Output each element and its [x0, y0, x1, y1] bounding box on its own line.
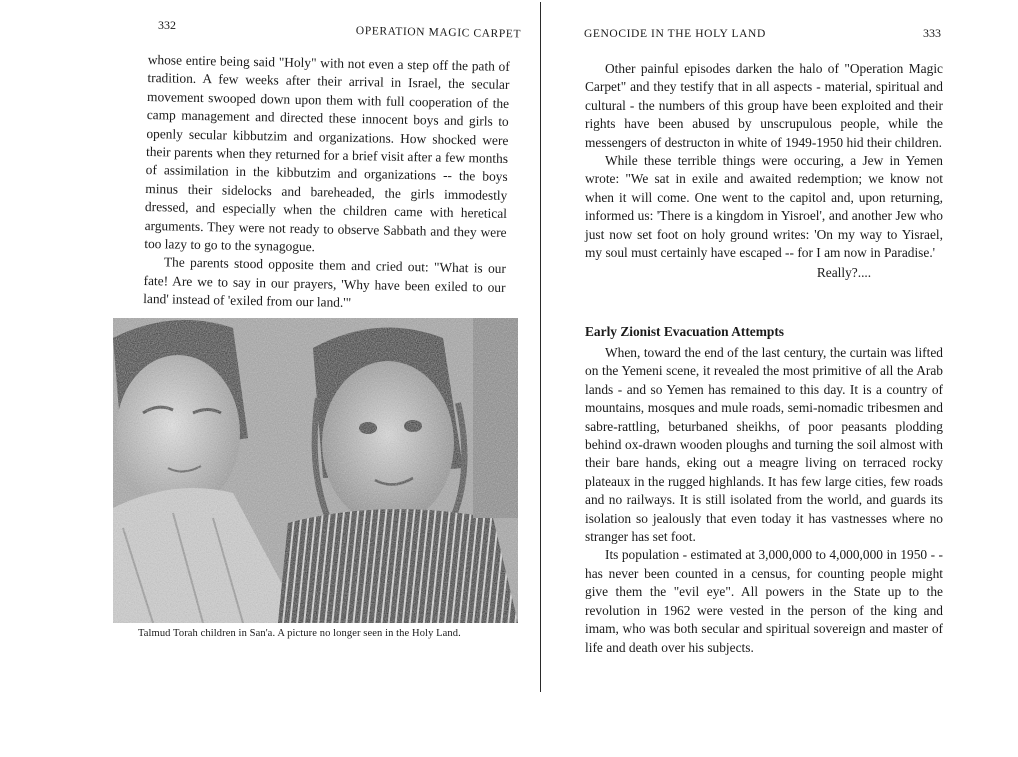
right-paragraph-2: While these terrible things were occuring, a Jew in Yemen wrote: "We sat in exile and awaited redemption; we know not when it will come. One went to the capitol and, upon returning, informed us: 'There is a kingdom in Yisroel', and another Jew who just now set foot on holy ground writes: 'On my way to Yisrael, my soul must certainly have escaped -- for I am now in Paradise.'	[585, 153, 943, 261]
section-paragraph-1: When, toward the end of the last century, the curtain was lifted on the Yemeni scene, it revealed the most primitive of all the Arab lands - and so Yemen has remained to this day. It is a country of mountains, mosques and mule roads, semi-nomadic tribesmen and sabre-rattling, beturbaned sheikhs, of poor peasants plodding behind ox-drawn wooden ploughs and turning the soil almost with their bare hands, eking out a meagre living on terraced rocky plateaux in the rugged highlands. It has few large cities, few roads and no railways. It is still isolated from the world, and guards its isolation so jealously that even today it has vastnesses where no stranger has set foot.	[585, 345, 943, 545]
children-photo	[113, 318, 518, 623]
right-page	[541, 0, 1018, 757]
left-page-number: 332	[158, 18, 176, 32]
left-paragraph-2: The parents stood opposite them and cried out: "What is our fate! Are we to say in our prayers, 'Why have been exiled to our land' instead of 'exiled from our land.'"	[143, 254, 507, 311]
right-body-text	[585, 60, 943, 283]
section-heading: Early Zionist Evacuation Attempts	[585, 324, 785, 339]
right-page-number: 333	[923, 26, 941, 40]
children-photo-image	[113, 318, 518, 623]
right-reply: Really?....	[816, 265, 872, 281]
left-body-text	[143, 51, 510, 316]
left-running-head: OPERATION MAGIC CARPET	[355, 25, 522, 41]
photo-caption: Talmud Torah children in San'a. A picture no longer seen in the Holy Land.	[138, 628, 461, 639]
left-paragraph-1: whose entire being said "Holy" with not even a step off the path of tradition. A few weeks after their arrival in Israel, the secular movement swooped down upon them with full cooperation of the camp management and directed these innocent boys and girls to openly secular kibbutzim and organizations. How shocked were their parents when they returned for a brief visit after a few months of assimilation in the kibbutzim and organizations -- the boys minus their sidelocks and bareheaded, the girls immodestly dressed, and especially when the children came with heretical arguments. They were not ready to observe Sabbath and they were too lazy to go to the synagogue.	[144, 51, 510, 255]
right-running-head: GENOCIDE IN THE HOLY LAND	[584, 28, 766, 40]
section-body-text	[585, 344, 943, 657]
right-paragraph-1: Other painful episodes darken the halo of "Operation Magic Carpet" and they testify that in all aspects - material, spiritual and cultural - the numbers of this group have been exploited and their rights have been abused by unscrupulous people, while the messengers of destructon in white of 1949-1950 hid their children.	[585, 61, 943, 150]
section-paragraph-2: Its population - estimated at 3,000,000 to 4,000,000 in 1950 - - has never been counted in a census, for counting people might give them the "evil eye". All powers in the State up to the revolution in 1962 were vested in the person of the king and imam, who was both secular and spiritual sovereign and master of life and death over his subjects.	[585, 547, 943, 655]
